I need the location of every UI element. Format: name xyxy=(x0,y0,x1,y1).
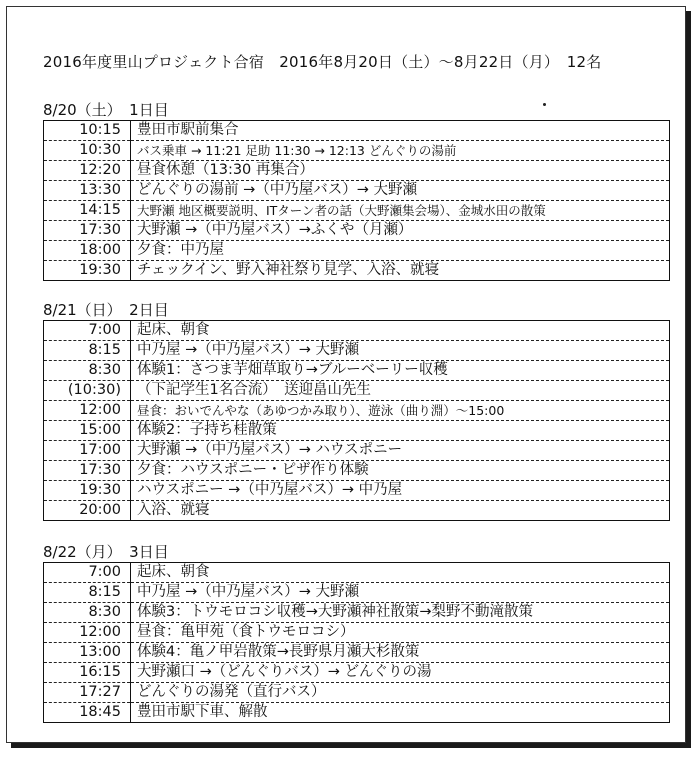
schedule-time: 16:15 xyxy=(44,663,131,683)
schedule-row xyxy=(44,501,670,521)
schedule-row xyxy=(44,603,670,623)
schedule-time: 19:30 xyxy=(44,481,131,501)
schedule-activity: 昼食：亀甲苑（食トウモロコシ） xyxy=(131,623,670,643)
schedule-time: 7:00 xyxy=(44,563,131,583)
schedule-time: 19:30 xyxy=(44,261,131,281)
schedule-time: (10:30) xyxy=(44,381,131,401)
schedule-time: 13:30 xyxy=(44,181,131,201)
schedule-row xyxy=(44,663,670,683)
day2-schedule-table xyxy=(43,320,670,521)
schedule-activity: 大野瀬口 →（どんぐりバス）→ どんぐりの湯 xyxy=(131,663,670,683)
schedule-row xyxy=(44,481,670,501)
schedule-row xyxy=(44,461,670,481)
schedule-time: 10:30 xyxy=(44,141,131,161)
schedule-row xyxy=(44,683,670,703)
document-page xyxy=(6,6,686,743)
schedule-activity: （下記学生1名合流） 送迎畠山先生 xyxy=(131,381,670,401)
schedule-row xyxy=(44,563,670,583)
schedule-row xyxy=(44,623,670,643)
schedule-activity: バス乗車 → 11:21 足助 11:30 → 12:13 どんぐりの湯前 xyxy=(131,141,670,161)
schedule-row xyxy=(44,421,670,441)
schedule-time: 8:30 xyxy=(44,361,131,381)
schedule-activity: 昼食：おいでんやな（あゆつかみ取り）、遊泳（曲り淵）〜15:00 xyxy=(131,401,670,421)
schedule-row xyxy=(44,703,670,723)
schedule-activity: 夕食：ハウスポニー・ピザ作り体験 xyxy=(131,461,670,481)
day1-schedule-table xyxy=(43,120,670,281)
day3-schedule-table xyxy=(43,562,670,723)
schedule-row xyxy=(44,401,670,421)
schedule-row xyxy=(44,643,670,663)
schedule-activity: 昼食休憩（13:30 再集合） xyxy=(131,161,670,181)
schedule-activity: 起床、朝食 xyxy=(131,563,670,583)
schedule-activity: チェックイン、野入神社祭り見学、入浴、就寝 xyxy=(137,262,440,278)
schedule-row xyxy=(44,121,670,141)
day3-header: 8/22（月） 3日目 xyxy=(43,543,169,561)
schedule-activity: 体験1：さつま芋畑草取り→ブルーベーリー収穫 xyxy=(131,361,670,381)
schedule-time: 12:00 xyxy=(44,623,131,643)
schedule-time: 8:15 xyxy=(44,583,131,603)
schedule-row xyxy=(44,161,670,181)
schedule-row xyxy=(44,201,670,221)
schedule-activity: 体験3：トウモロコシ収穫→大野瀬神社散策→梨野不動滝散策 xyxy=(131,603,670,623)
schedule-row xyxy=(44,221,670,241)
schedule-time: 17:00 xyxy=(44,441,131,461)
schedule-activity: どんぐりの湯前 →（中乃屋バス）→ 大野瀬 xyxy=(131,181,670,201)
speck xyxy=(543,103,546,106)
schedule-row xyxy=(44,341,670,361)
day1-header: 8/20（土） 1日目 xyxy=(43,101,169,119)
schedule-time: 8:15 xyxy=(44,341,131,361)
schedule-activity: 体験2：子持ち桂散策 xyxy=(131,421,670,441)
schedule-activity: 夕食：中乃屋 xyxy=(131,241,670,261)
day2-header: 8/21（日） 2日目 xyxy=(43,301,169,319)
schedule-time: 17:30 xyxy=(44,461,131,481)
schedule-row xyxy=(44,441,670,461)
schedule-time: 10:15 xyxy=(44,121,131,141)
schedule-activity: 中乃屋 →（中乃屋バス）→ 大野瀬 xyxy=(131,583,670,603)
schedule-time: 18:45 xyxy=(44,703,131,723)
schedule-time: 15:00 xyxy=(44,421,131,441)
schedule-row xyxy=(44,141,670,161)
schedule-activity: 大野瀬 →（中乃屋バス）→ ハウスポニー xyxy=(131,441,670,461)
schedule-row xyxy=(44,583,670,603)
schedule-activity: 体験4：亀ノ甲岩散策→長野県月瀬大杉散策 xyxy=(131,643,670,663)
schedule-activity: 起床、朝食 xyxy=(131,321,670,341)
schedule-activity: 大野瀬 地区概要説明、ITターン者の話（大野瀬集会場）、金城水田の散策 xyxy=(131,201,670,221)
schedule-activity: 大野瀬 →（中乃屋バス）→ふくや（月瀬） xyxy=(131,221,670,241)
schedule-time: 20:00 xyxy=(44,501,131,521)
schedule-time: 12:00 xyxy=(44,401,131,421)
document-title: 2016年度里山プロジェクト合宿 2016年8月20日（土）〜8月22日（月） 12名 xyxy=(43,53,602,71)
schedule-activity: 入浴、就寝 xyxy=(137,502,210,518)
schedule-time: 8:30 xyxy=(44,603,131,623)
schedule-activity: 豊田市駅下車、解散 xyxy=(137,704,268,720)
schedule-activity: どんぐりの湯発（直行バス） xyxy=(131,683,670,703)
schedule-row xyxy=(44,361,670,381)
schedule-row xyxy=(44,321,670,341)
schedule-row xyxy=(44,261,670,281)
schedule-time: 7:00 xyxy=(44,321,131,341)
schedule-activity: ハウスポニー →（中乃屋バス）→ 中乃屋 xyxy=(131,481,670,501)
schedule-time: 17:27 xyxy=(44,683,131,703)
schedule-time: 14:15 xyxy=(44,201,131,221)
schedule-time: 12:20 xyxy=(44,161,131,181)
schedule-row xyxy=(44,181,670,201)
schedule-activity: 豊田市駅前集合 xyxy=(131,121,670,141)
schedule-time: 17:30 xyxy=(44,221,131,241)
schedule-time: 18:00 xyxy=(44,241,131,261)
schedule-activity: 中乃屋 →（中乃屋バス）→ 大野瀬 xyxy=(131,341,670,361)
schedule-time: 13:00 xyxy=(44,643,131,663)
schedule-row xyxy=(44,381,670,401)
schedule-row xyxy=(44,241,670,261)
